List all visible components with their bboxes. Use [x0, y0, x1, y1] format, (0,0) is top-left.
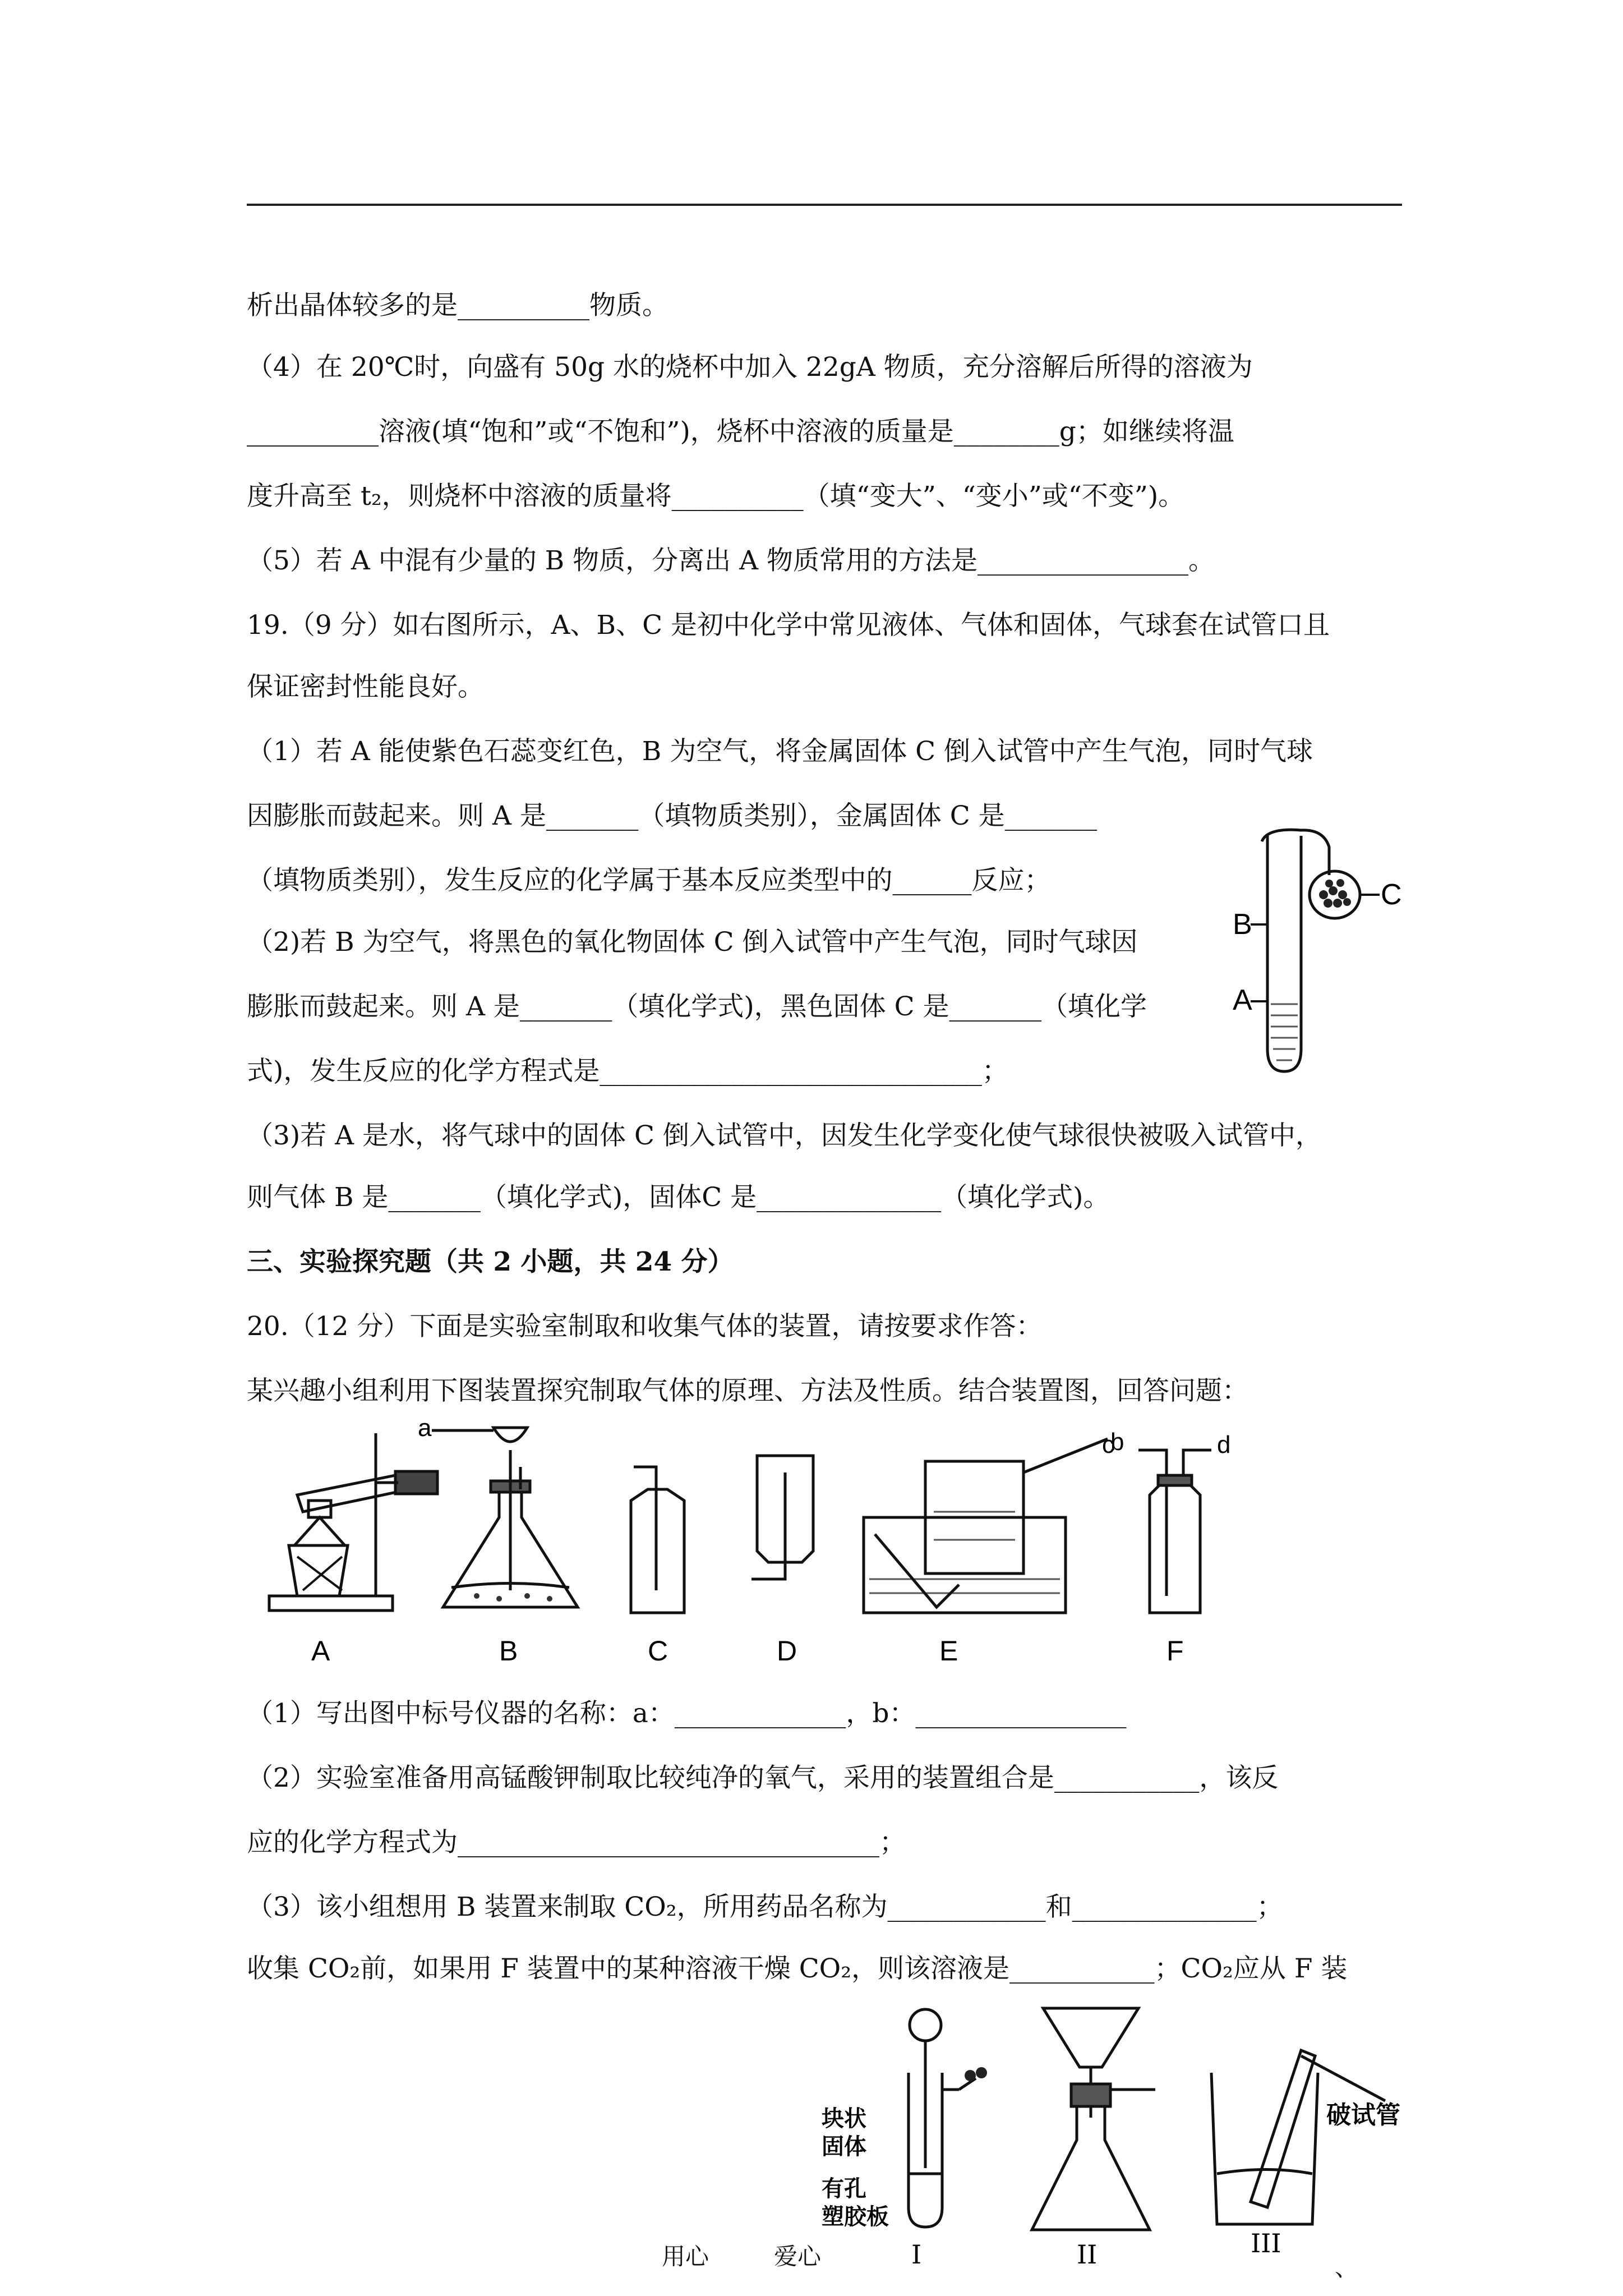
label-a: A: [311, 1635, 330, 1667]
label-broken-tube: 破试管: [1326, 2101, 1400, 2129]
bottom-apparatus-figure: [808, 2005, 1469, 2270]
label-plate-1: 有孔: [822, 2177, 866, 2201]
label-block-solid-1: 块状: [822, 2106, 866, 2131]
apparatus-i: [909, 2009, 987, 2227]
marker-d: d: [1217, 1431, 1231, 1458]
test-tube-balloon-figure: [1217, 825, 1419, 1085]
numeral-ii: II: [1077, 2239, 1098, 2270]
text-line: （5）若 A 中混有少量的 B 物质，分离出 A 物质常用的方法是________________。: [247, 545, 1215, 576]
text-line: （4）在 20℃时，向盛有 50g 水的烧杯中加入 22gA 物质，充分溶解后所得的溶液为: [247, 352, 1253, 383]
footer-left: 用心: [662, 2243, 709, 2270]
gas-apparatus-figure: [264, 1414, 1301, 1671]
text-line: （填物质类别），发生反应的化学属于基本反应类型中的______反应；: [247, 865, 1051, 896]
header-rule: [247, 204, 1402, 206]
tube-label-b: B: [1233, 908, 1252, 941]
label-block-solid-2: 固体: [822, 2134, 866, 2159]
text-line: 因膨胀而鼓起来。则 A 是_______（填物质类别），金属固体 C 是_______: [247, 800, 1098, 831]
marker-b: b: [1110, 1428, 1124, 1456]
text-line: （1）写出图中标号仪器的名称：a：_____________，b：________________: [247, 1698, 1127, 1729]
marker-a: a: [418, 1414, 432, 1442]
label-d: D: [777, 1635, 797, 1667]
label-e: E: [939, 1635, 958, 1667]
numeral-iii: III: [1251, 2228, 1281, 2258]
section-3-heading: 三、实验探究题（共 2 小题，共 24 分）: [247, 1246, 734, 1277]
text-line: （2）实验室准备用高锰酸钾制取比较纯净的氧气，采用的装置组合是___________，该反: [247, 1763, 1279, 1793]
label-f: F: [1166, 1635, 1184, 1667]
label-b: B: [499, 1635, 518, 1667]
text-line: 收集 CO₂前，如果用 F 装置中的某种溶液干燥 CO₂，则该溶液是___________；CO₂应从 F 装: [247, 1953, 1348, 1984]
question-20-header: 20.（12 分）下面是实验室制取和收集气体的装置，请按要求作答：: [247, 1311, 1043, 1342]
apparatus-c: [631, 1467, 684, 1613]
text-line: __________溶液(填“饱和”或“不饱和”)，烧杯中溶液的质量是________g；如继续将温: [247, 416, 1234, 447]
apparatus-a: [269, 1433, 437, 1611]
tube-label-a: A: [1233, 984, 1252, 1016]
text-line: 应的化学方程式为________________________________；: [247, 1827, 906, 1858]
text-line: 度升高至 t₂，则烧杯中溶液的质量将__________（填“变大”、“变小”或“不变”)。: [247, 481, 1185, 512]
label-c: C: [648, 1635, 668, 1667]
apparatus-b: [432, 1428, 578, 1607]
text-line: 保证密封性能良好。: [247, 671, 484, 702]
numeral-i: I: [911, 2239, 922, 2270]
text-line: 式)，发生反应的化学方程式是_____________________________；: [247, 1056, 1008, 1087]
apparatus-ii: [1032, 2008, 1155, 2230]
text-line: （1）若 A 能使紫色石蕊变红色，B 为空气，将金属固体 C 倒入试管中产生气泡，同时气球: [247, 736, 1313, 767]
text-line: 膨胀而鼓起来。则 A 是_______（填化学式)，黑色固体 C 是_______（填化学: [247, 991, 1147, 1022]
marker-c: c: [1102, 1431, 1114, 1458]
apparatus-d: [751, 1456, 813, 1579]
tube-label-c: C: [1381, 878, 1402, 911]
apparatus-iii: [1211, 2050, 1385, 2224]
text-line: 析出晶体较多的是__________物质。: [247, 290, 668, 321]
text-line: 则气体 B 是_______（填化学式)，固体C 是______________（填化学式)。: [247, 1182, 1110, 1213]
footer-right: 爱心: [774, 2243, 822, 2270]
question-19-header: 19.（9 分）如右图所示，A、B、C 是初中化学中常见液体、气体和固体，气球套在试管口且: [247, 610, 1330, 641]
text-line: （3）该小组想用 B 装置来制取 CO₂，所用药品名称为____________和______________；: [247, 1892, 1283, 1922]
footer-mark: 、: [1335, 2254, 1359, 2281]
label-plate-2: 塑胶板: [822, 2205, 889, 2229]
apparatus-e: [864, 1439, 1108, 1613]
apparatus-f: [1138, 1450, 1211, 1613]
text-line: 某兴趣小组利用下图装置探究制取气体的原理、方法及性质。结合装置图，回答问题：: [247, 1375, 1248, 1406]
text-line: （3)若 A 是水，将气球中的固体 C 倒入试管中，因发生化学变化使气球很快被吸入试管中，: [247, 1120, 1322, 1151]
text-line: （2)若 B 为空气，将黑色的氧化物固体 C 倒入试管中产生气泡，同时气球因: [247, 927, 1138, 958]
